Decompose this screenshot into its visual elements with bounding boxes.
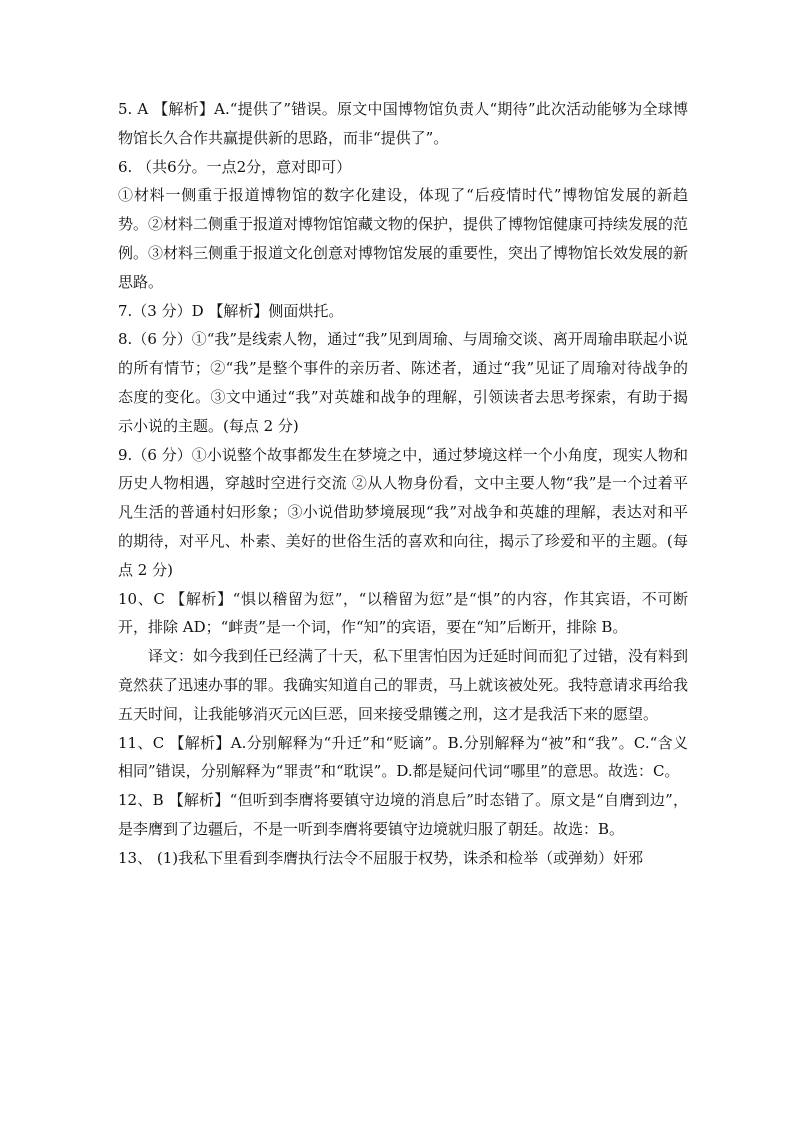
answer-sheet (118, 95, 688, 873)
answer-q10-translation: 译文：如今我到任已经满了十天，私下里害怕因为迁延时间而犯了过错，没有料到竟然获了迅速办事的罪。我确实知道自己的罪责，马上就该被处死。我特意请求再给我五天时间，让我能够消灭元凶巨恶，回来接受鼎镬之刑，这才是我活下来的愿望。 (118, 647, 689, 723)
answer-q9: 9.（6 分）①小说整个故事都发生在梦境之中，通过梦境这样一个小角度，现实人物和历史人物相遇，穿越时空进行交流 ②从人物身份看，文中主要人物“我”是一个过着平凡生活的普通村妇形象；③小说借助梦境展现“我”对战争和英雄的理解，表达对和平的期待，对平凡、朴素、美好的世俗生活的喜欢和向往，揭示了珍爱和平的主题。(每点 2 分) (118, 445, 688, 579)
answer-q12: 12、B 【解析】“但听到李膺将要镇守边境的消息后”时态错了。原文是“自膺到边”，是李膺到了边疆后，不是一听到李膺将要镇守边境就归服了朝廷。故选：B。 (118, 791, 688, 838)
answer-q8: 8.（6 分）①“我”是线索人物，通过“我”见到周瑜、与周瑜交谈、离开周瑜串联起小说的所有情节；②“我”是整个事件的亲历者、陈述者，通过“我”见证了周瑜对待战争的态度的变化。③文中通过“我”对英雄和战争的理解，引领读者去思考探索，有助于揭示小说的主题。(每点 2 分) (118, 330, 688, 435)
answer-q7: 7.（3 分）D 【解析】侧面烘托。 (118, 301, 344, 320)
answer-q6-heading: 6. （共6分。一点2分，意对即可） (118, 157, 352, 176)
answer-q5: 5. A 【解析】A.“提供了”错误。原文中国博物馆负责人“期待”此次活动能够为全球博物馆长久合作共赢提供新的思路，而非“提供了”。 (118, 100, 688, 147)
answer-q11: 11、C 【解析】A.分别解释为“升迁”和“贬谪”。B.分别解释为“被”和“我”。C.“含义相同”错误，分别解释为“罪责”和“耽误”。D.都是疑问代词“哪里”的意思。故选：C。 (118, 733, 688, 781)
answer-q6-body: ①材料一侧重于报道博物馆的数字化建设，体现了“后疫情时代”博物馆发展的新趋势。②材料二侧重于报道对博物馆馆藏文物的保护，提供了博物馆健康可持续发展的范例。③材料三侧重于报道文化创意对博物馆发展的重要性，突出了博物馆长效发展的新思路。 (118, 186, 689, 291)
answer-q10: 10、C 【解析】“惧以稽留为愆”，“以稽留为愆”是“惧”的内容，作其宾语，不可断开，排除 AD；“衅责”是一个词，作“知”的宾语，要在“知”后断开，排除 B。 (118, 589, 688, 637)
answer-q13: 13、 (1)我私下里看到李膺执行法令不屈服于权势，诛杀和检举（或弹劾）奸邪 (118, 848, 644, 867)
